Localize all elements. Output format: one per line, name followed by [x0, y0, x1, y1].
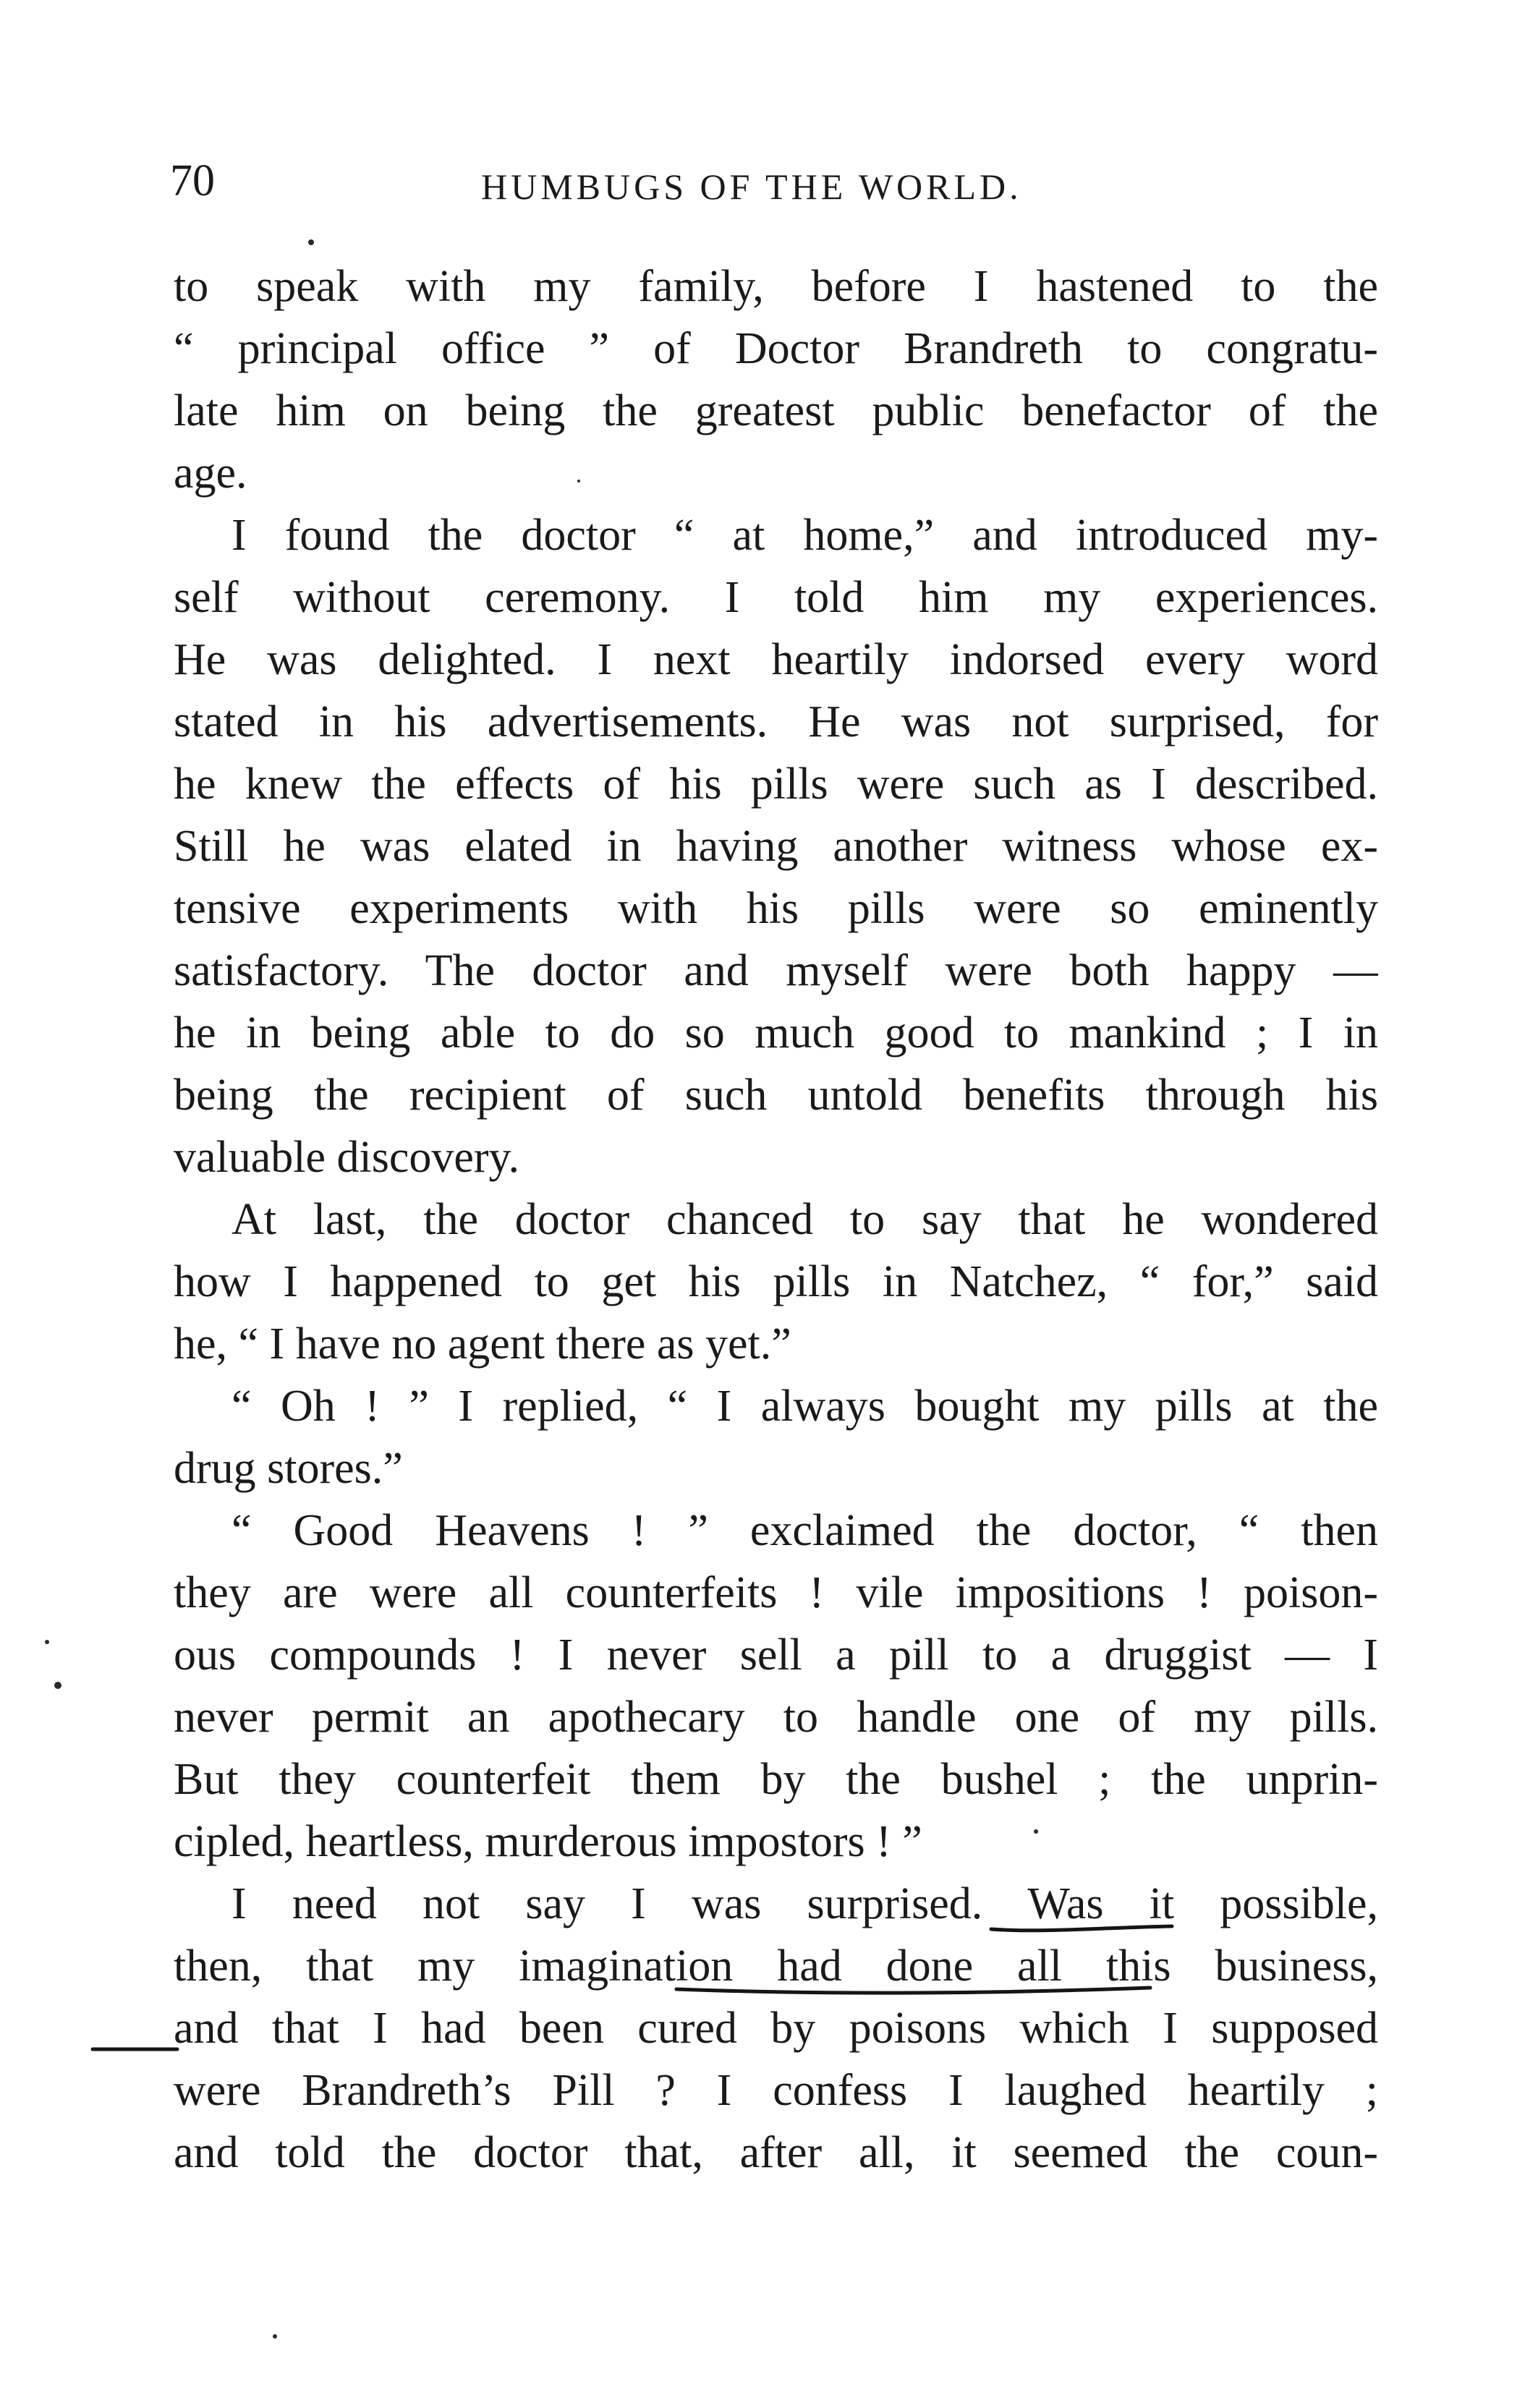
text-line: and told the doctor that, after all, it seemed the coun- — [174, 2128, 1378, 2177]
body-text — [174, 255, 1378, 2184]
text-line: he, “ I have no agent there as yet.” — [174, 1319, 791, 1369]
text-line: But they counterfeit them by the bushel ; the unprin- — [174, 1755, 1378, 1804]
text-line: cipled, heartless, murderous impostors ! ” — [174, 1817, 922, 1866]
text-line: I found the doctor “ at home,” and introduced my- — [231, 511, 1378, 560]
text-line: self without ceremony. I told him my experiences. — [174, 573, 1378, 622]
page-number: 70 — [170, 156, 215, 205]
text-line: age. — [174, 448, 247, 498]
text-line: were Brandreth’s Pill ? I confess I laughed heartily ; — [174, 2066, 1378, 2115]
text-line: he in being able to do so much good to mankind ; I in — [174, 1008, 1378, 1058]
text-line: I need not say I was surprised. Was it possible, — [231, 1879, 1378, 1928]
text-line: being the recipient of such untold benefits through his — [174, 1071, 1378, 1120]
text-line: At last, the doctor chanced to say that he wondered — [231, 1195, 1378, 1244]
text-line: Still he was elated in having another witness whose ex- — [174, 822, 1378, 871]
text-line: ous compounds ! I never sell a pill to a druggist — I — [174, 1630, 1378, 1680]
text-line: satisfactory. The doctor and myself were both happy — — [174, 946, 1378, 995]
text-line: then, that my imagination had done all this business, — [174, 1941, 1378, 1991]
text-line: “ Oh ! ” I replied, “ I always bought my pills at the — [231, 1382, 1378, 1431]
running-title: HUMBUGS OF THE WORLD. — [481, 166, 1022, 207]
text-line: valuable discovery. — [174, 1133, 520, 1182]
text-line: to speak with my family, before I hastened to the — [174, 262, 1378, 311]
text-line: how I happened to get his pills in Natchez, “ for,” said — [174, 1257, 1378, 1306]
text-line: they are were all counterfeits ! vile impositions ! poison- — [174, 1568, 1378, 1617]
text-line: and that I had been cured by poisons which I supposed — [174, 2004, 1378, 2053]
text-line: stated in his advertisements. He was not surprised, for — [174, 697, 1378, 746]
text-line: He was delighted. I next heartily indorsed every word — [174, 635, 1378, 684]
text-line: “ principal office ” of Doctor Brandreth to congratu- — [174, 324, 1378, 373]
text-line: he knew the effects of his pills were such as I described. — [174, 760, 1378, 809]
text-line: “ Good Heavens ! ” exclaimed the doctor, “ then — [231, 1506, 1378, 1555]
page-header — [170, 148, 1385, 213]
text-line: late him on being the greatest public benefactor of the — [174, 386, 1378, 435]
text-line: drug stores.” — [174, 1444, 403, 1493]
text-line: never permit an apothecary to handle one of my pills. — [174, 1693, 1378, 1742]
text-line: tensive experiments with his pills were so eminently — [174, 884, 1378, 933]
